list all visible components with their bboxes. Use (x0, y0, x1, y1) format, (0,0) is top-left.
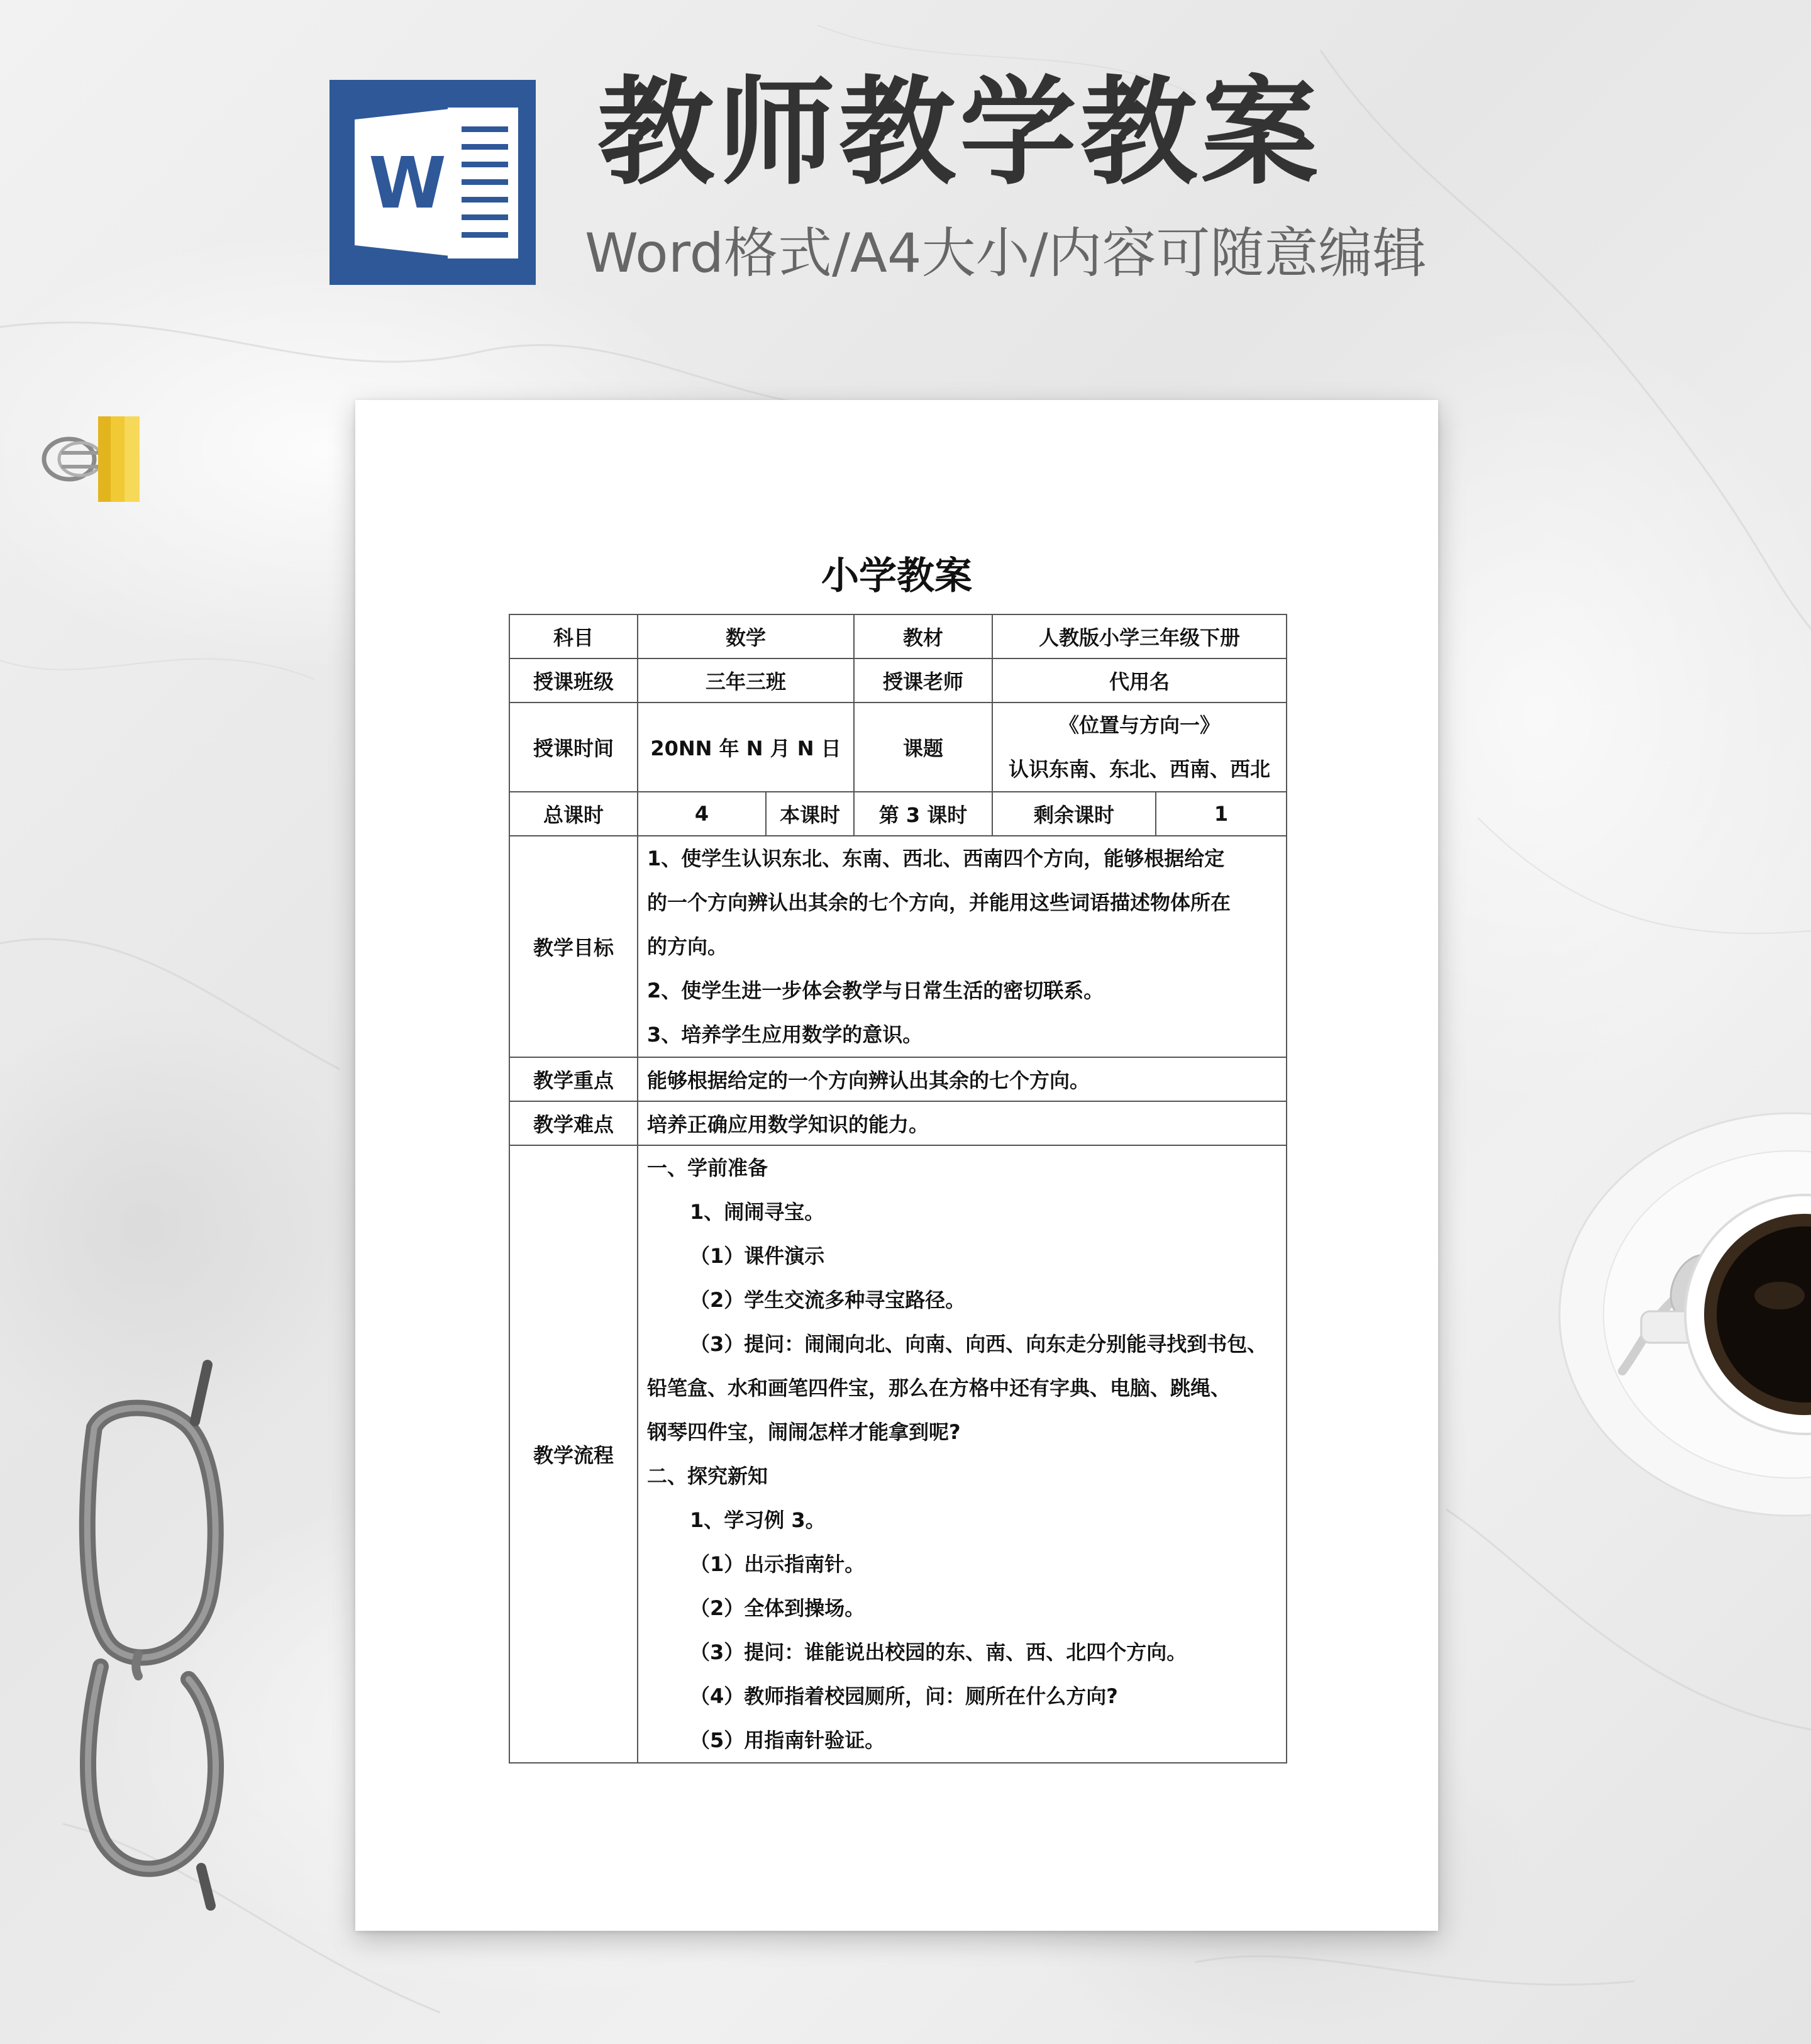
word-letter: W (368, 143, 441, 225)
this-lesson-value: 第 3 课时 (854, 792, 992, 836)
goals-label: 教学目标 (509, 836, 638, 1057)
process-line: （1）课件演示 (690, 1244, 825, 1268)
eyeglasses-icon (75, 1352, 239, 1918)
goal-line: 的方向。 (647, 935, 728, 958)
binder-clip-icon (36, 409, 150, 509)
time-value: 20NN 年 N 月 N 日 (638, 703, 854, 792)
process-line: （2）全体到操场。 (690, 1596, 865, 1620)
process-line: 二、探究新知 (647, 1464, 768, 1488)
goal-line: 1、使学生认识东北、东南、西北、西南四个方向，能够根据给定 (647, 847, 1225, 870)
topic-line: 认识东南、东北、西南、西北 (1009, 757, 1271, 781)
teacher-value: 代用名 (992, 658, 1287, 703)
teacher-label: 授课老师 (854, 658, 992, 703)
time-label: 授课时间 (509, 703, 638, 792)
key-point-label: 教学重点 (509, 1057, 638, 1101)
remaining-label: 剩余课时 (992, 792, 1156, 836)
process-line: 钢琴四件宝，闹闹怎样才能拿到呢? (647, 1420, 961, 1444)
table-row (509, 658, 1287, 703)
process-line: 1、闹闹寻宝。 (690, 1200, 825, 1224)
difficulty-label: 教学难点 (509, 1101, 638, 1145)
subject-label: 科目 (509, 614, 638, 658)
document-page (355, 400, 1438, 1931)
word-logo-icon (330, 80, 536, 285)
process-line: （3）提问：谁能说出校园的东、南、西、北四个方向。 (690, 1640, 1187, 1664)
total-hours-value: 4 (638, 792, 766, 836)
lesson-plan-table (509, 614, 1287, 1764)
table-row (509, 792, 1287, 836)
topic-value (992, 703, 1287, 792)
textbook-label: 教材 (854, 614, 992, 658)
coffee-cup-icon (1553, 1107, 1811, 1560)
goal-line: 的一个方向辨认出其余的七个方向，并能用这些词语描述物体所在 (647, 891, 1231, 914)
key-point-text: 能够根据给定的一个方向辨认出其余的七个方向。 (638, 1057, 1287, 1101)
document-title: 小学教案 (821, 554, 972, 598)
process-line: （4）教师指着校园厕所，问：厕所在什么方向? (690, 1684, 1118, 1708)
process-line: （2）学生交流多种寻宝路径。 (690, 1288, 966, 1312)
remaining-value: 1 (1156, 792, 1287, 836)
difficulty-text: 培养正确应用数学知识的能力。 (638, 1101, 1287, 1145)
table-row (509, 1101, 1287, 1145)
table-row (509, 1057, 1287, 1101)
total-hours-label: 总课时 (509, 792, 638, 836)
topic-line: 《位置与方向一》 (1059, 713, 1221, 737)
goal-line: 3、培养学生应用数学的意识。 (647, 1023, 923, 1047)
table-row (509, 1145, 1287, 1763)
this-lesson-label: 本课时 (766, 792, 854, 836)
subject-value: 数学 (638, 614, 854, 658)
class-label: 授课班级 (509, 658, 638, 703)
table-row (509, 836, 1287, 1057)
page-subtitle: Word格式/A4大小/内容可随意编辑 (585, 222, 1427, 285)
goal-line: 2、使学生进一步体会教学与日常生活的密切联系。 (647, 979, 1104, 1003)
page-title: 教师教学教案 (597, 64, 1322, 201)
process-line: （3）提问：闹闹向北、向南、向西、向东走分别能寻找到书包、 (690, 1332, 1268, 1356)
table-row (509, 703, 1287, 792)
process-content (638, 1145, 1287, 1763)
process-line: 铅笔盒、水和画笔四件宝，那么在方格中还有字典、电脑、跳绳、 (647, 1376, 1231, 1400)
process-label: 教学流程 (509, 1145, 638, 1763)
process-line: 一、学前准备 (647, 1156, 768, 1180)
goals-content (638, 836, 1287, 1057)
textbook-value: 人教版小学三年级下册 (992, 614, 1287, 658)
process-line: （1）出示指南针。 (690, 1552, 865, 1576)
process-line: （5）用指南针验证。 (690, 1728, 885, 1752)
topic-label: 课题 (854, 703, 992, 792)
class-value: 三年三班 (638, 658, 854, 703)
process-line: 1、学习例 3。 (690, 1508, 826, 1532)
table-row (509, 614, 1287, 658)
